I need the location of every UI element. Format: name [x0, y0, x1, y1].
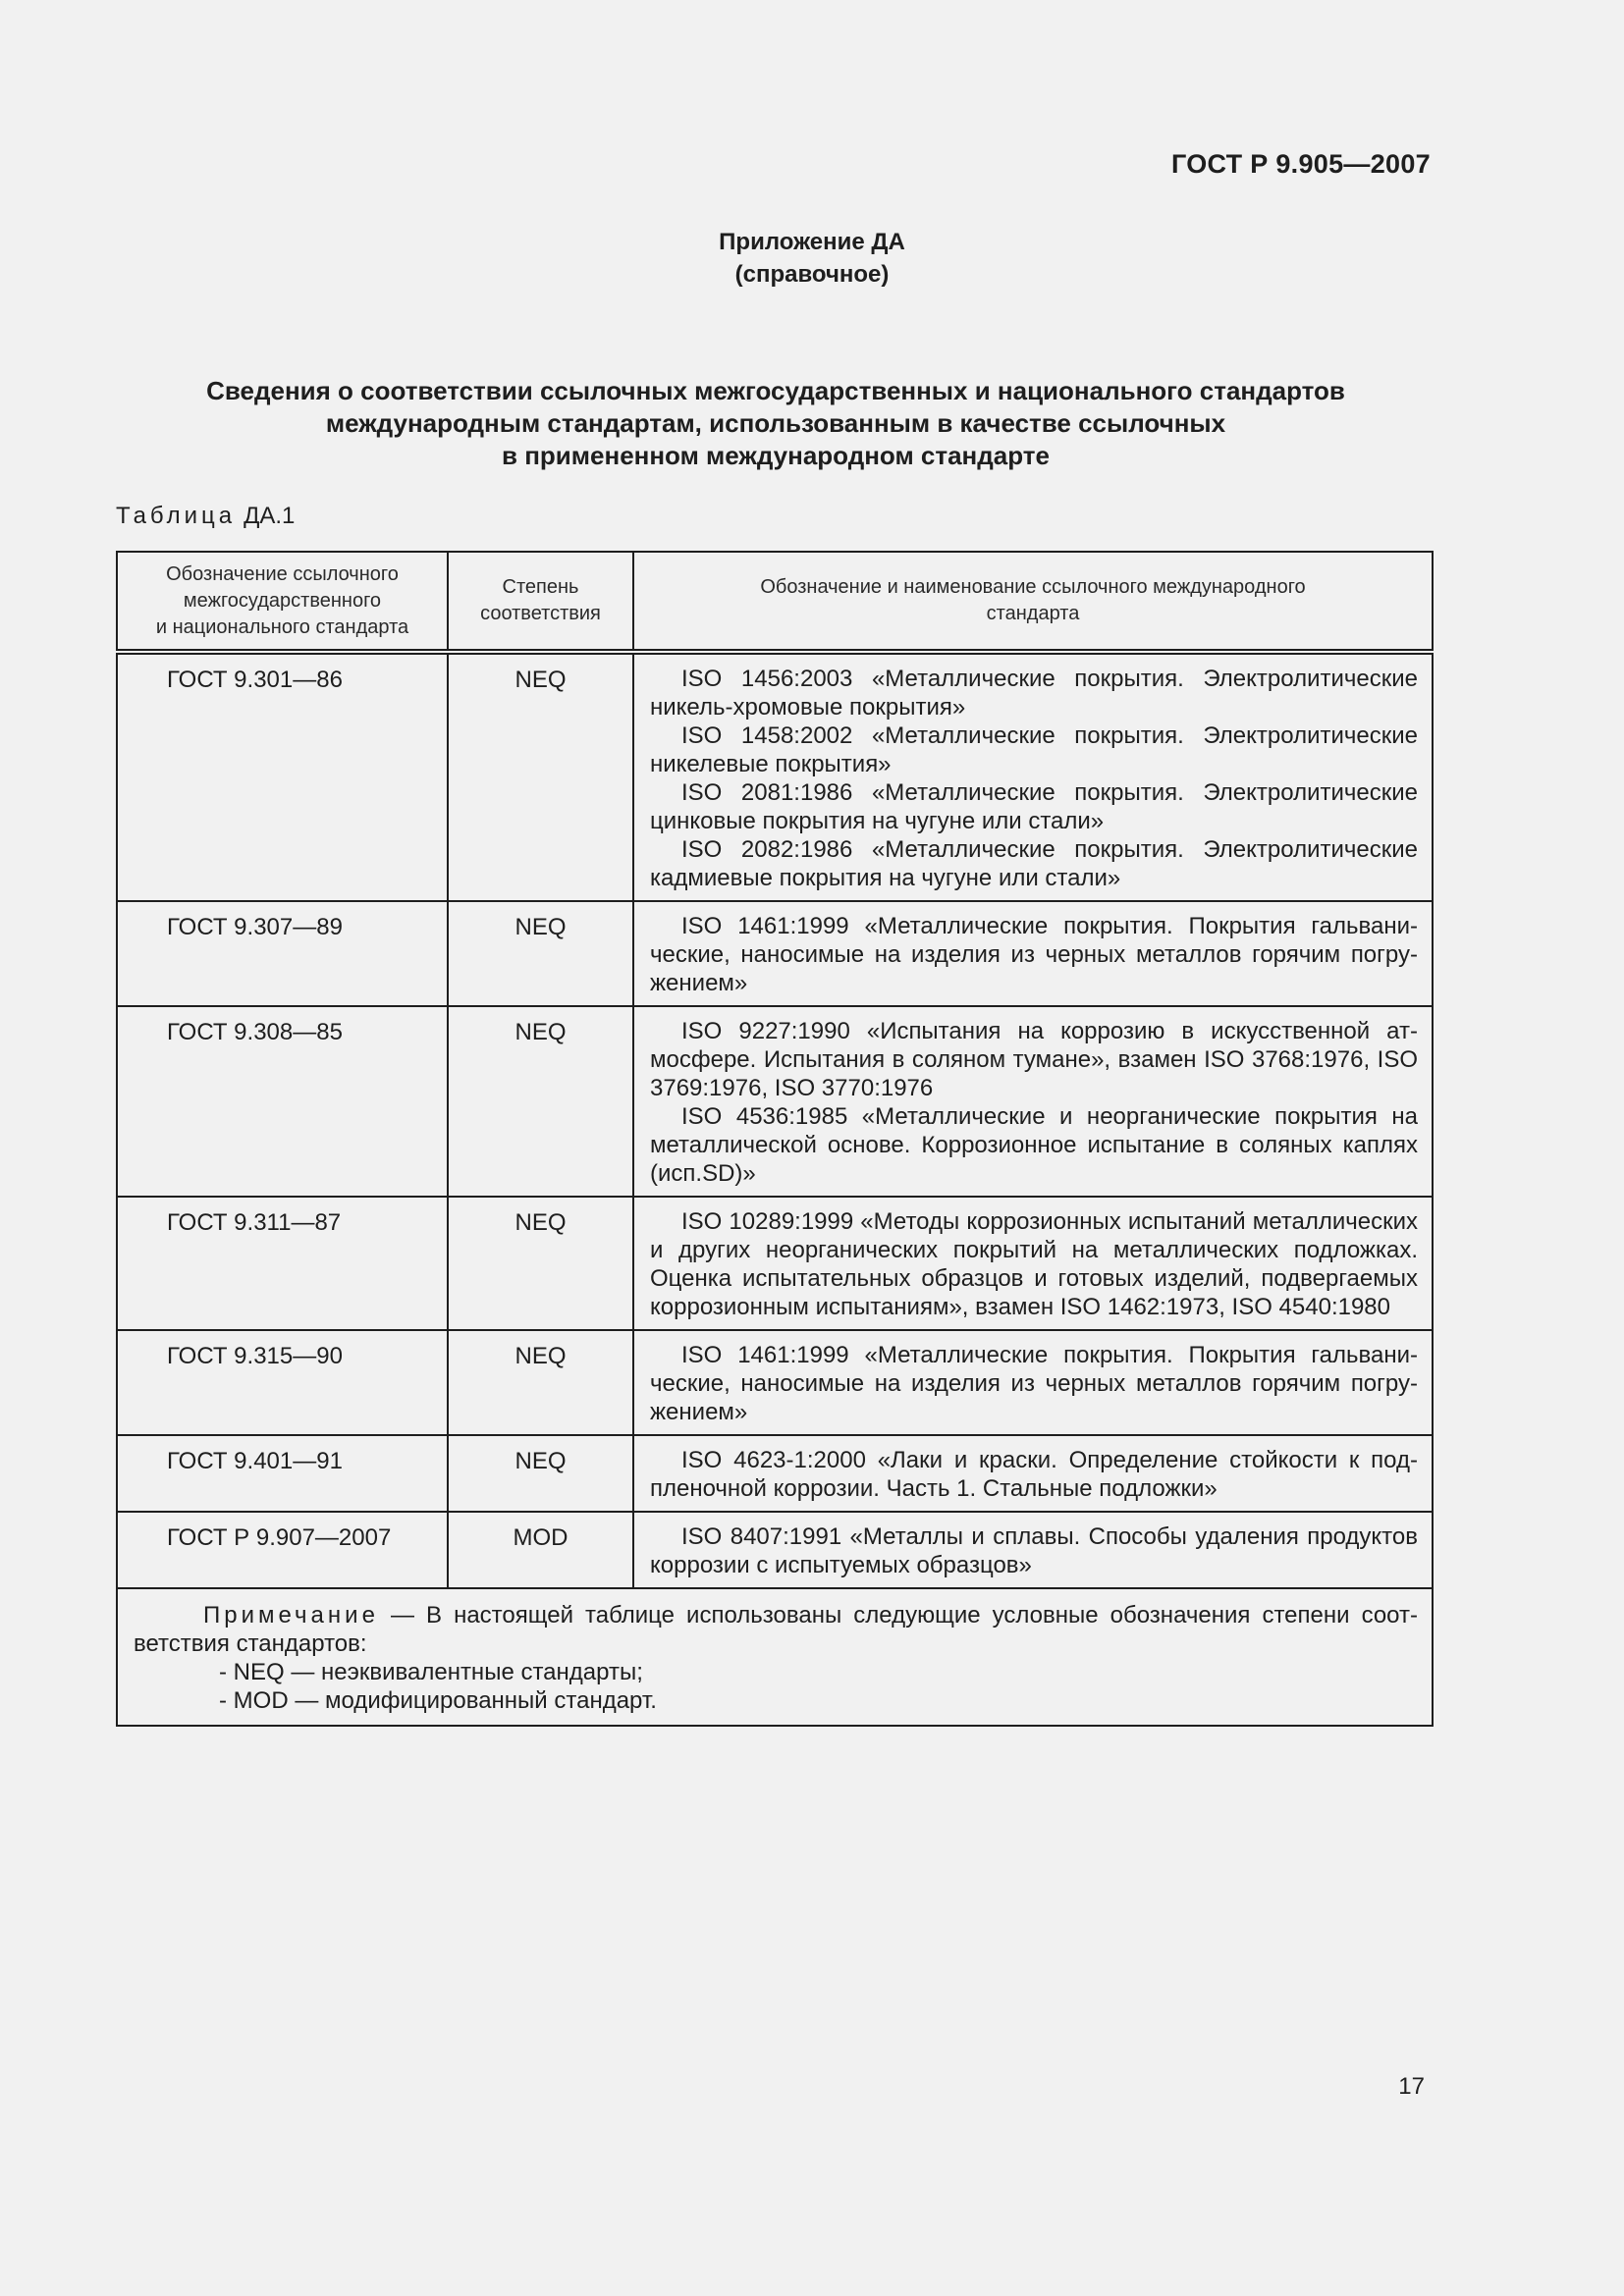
- table-caption: [116, 503, 295, 530]
- cell-degree: NEQ: [448, 901, 633, 1006]
- reference-entry: ISO 2082:1986 «Металлические покрытия. Электролитические кадмиевые покрытия на чугуне или стали»: [650, 836, 1418, 891]
- cell-degree: MOD: [448, 1512, 633, 1588]
- reference-entry: ISO 8407:1991 «Металлы и сплавы. Способы удаления продуктов коррозии с испытуемых образцов»: [650, 1523, 1418, 1578]
- cell-designation: ГОСТ 9.401—91: [117, 1435, 448, 1512]
- header-line: Обозначение ссылочного: [166, 562, 399, 585]
- table-note-row: [117, 1588, 1433, 1726]
- section-title: [118, 375, 1434, 472]
- appendix-subtitle: (справочное): [734, 261, 890, 288]
- table-row: [117, 1330, 1433, 1435]
- header-line: стандарта: [986, 603, 1080, 624]
- header-line: Степень: [502, 576, 579, 598]
- header-line: соответствия: [480, 603, 601, 624]
- cell-designation: ГОСТ 9.311—87: [117, 1197, 448, 1330]
- reference-entry: ISO 1461:1999 «Металлические покрытия. Покрытия гальванические, наносимые на изделия из черных металлов горячим погружением»: [650, 1342, 1418, 1425]
- table-row: [117, 1512, 1433, 1588]
- reference-entry: ISO 1456:2003 «Металлические покрытия. Электролитические никель-хромовые покрытия»: [650, 666, 1418, 721]
- cell-degree: NEQ: [448, 1197, 633, 1330]
- cell-designation: ГОСТ 9.315—90: [117, 1330, 448, 1435]
- table-note: [117, 1588, 1433, 1726]
- note-text: [134, 1601, 1418, 1658]
- header-line: и национального стандарта: [155, 615, 409, 638]
- cell-designation: ГОСТ Р 9.907—2007: [117, 1512, 448, 1588]
- reference-entry: ISO 4623-1:2000 «Лаки и краски. Определение стойкости к подпленочной коррозии. Часть 1. Стальные подложки»: [650, 1447, 1418, 1502]
- note-label: Примечание: [203, 1602, 379, 1629]
- reference-entry: ISO 2081:1986 «Металлические покрытия. Электролитические цинковые покрытия на чугуне или стали»: [650, 779, 1418, 834]
- table-row: [117, 1197, 1433, 1330]
- note-body: — В настоящей таблице использованы следующие условные обозначения степени соответствия стандартов:: [134, 1602, 1418, 1657]
- cell-degree: NEQ: [448, 1435, 633, 1512]
- section-title-line: в примененном международном стандарте: [502, 441, 1050, 470]
- cell-degree: NEQ: [448, 652, 633, 901]
- section-title-line: международным стандартам, использованным в качестве ссылочных: [325, 408, 1226, 438]
- cell-designation: ГОСТ 9.301—86: [117, 652, 448, 901]
- table-header-row: [117, 552, 1433, 652]
- appendix-heading: [0, 226, 1624, 291]
- header-line: межгосударственного: [183, 589, 382, 612]
- appendix-title: Приложение ДА: [719, 229, 905, 255]
- cell-reference: [633, 1512, 1433, 1588]
- cell-reference: [633, 1197, 1433, 1330]
- cell-reference: [633, 1330, 1433, 1435]
- section-title-line: Сведения о соответствии ссылочных межгосударственных и национального стандартов: [206, 376, 1345, 405]
- header-degree: [448, 552, 633, 652]
- cell-reference: [633, 1006, 1433, 1197]
- correspondence-table: [116, 551, 1434, 1727]
- header-line: Обозначение и наименование ссылочного международного: [760, 576, 1306, 598]
- reference-entry: ISO 1461:1999 «Металлические покрытия. Покрытия гальванические, наносимые на изделия из черных металлов горячим погружением»: [650, 913, 1418, 996]
- reference-entry: ISO 1458:2002 «Металлические покрытия. Электролитические никелевые покрытия»: [650, 722, 1418, 777]
- table-row: [117, 652, 1433, 901]
- cell-reference: [633, 652, 1433, 901]
- cell-degree: NEQ: [448, 1330, 633, 1435]
- note-item: - NEQ — неэквивалентные стандарты;: [219, 1659, 643, 1685]
- table-row: [117, 1006, 1433, 1197]
- header-designation: [117, 552, 448, 652]
- page-number: 17: [1398, 2073, 1425, 2100]
- cell-reference: [633, 1435, 1433, 1512]
- table-row: [117, 1435, 1433, 1512]
- table-caption-label: Таблица: [116, 503, 237, 529]
- reference-entry: ISO 4536:1985 «Металлические и неорганические покрытия на металлической основе. Коррозионное испытание в соляных каплях (исп.SD)»: [650, 1103, 1418, 1187]
- header-reference: [633, 552, 1433, 652]
- table-caption-number: ДА.1: [244, 503, 296, 529]
- table-row: [117, 901, 1433, 1006]
- note-item: - MOD — модифицированный стандарт.: [219, 1687, 657, 1714]
- cell-degree: NEQ: [448, 1006, 633, 1197]
- reference-entry: ISO 10289:1999 «Методы коррозионных испытаний металлических и других неорганических покрытий на металлических подложках. Оценка испытательных образцов и готовых изделий, подвергаемых коррозионным испытаниям», взамен ISO 1462:1973, ISO 4540:1980: [650, 1208, 1418, 1320]
- cell-reference: [633, 901, 1433, 1006]
- standard-number: ГОСТ Р 9.905—2007: [1170, 149, 1431, 179]
- cell-designation: ГОСТ 9.308—85: [117, 1006, 448, 1197]
- cell-designation: ГОСТ 9.307—89: [117, 901, 448, 1006]
- reference-entry: ISO 9227:1990 «Испытания на коррозию в искусственной атмосфере. Испытания в соляном тумане», взамен ISO 3768:1976, ISO 3769:1976, ISO 3770:1976: [650, 1018, 1418, 1101]
